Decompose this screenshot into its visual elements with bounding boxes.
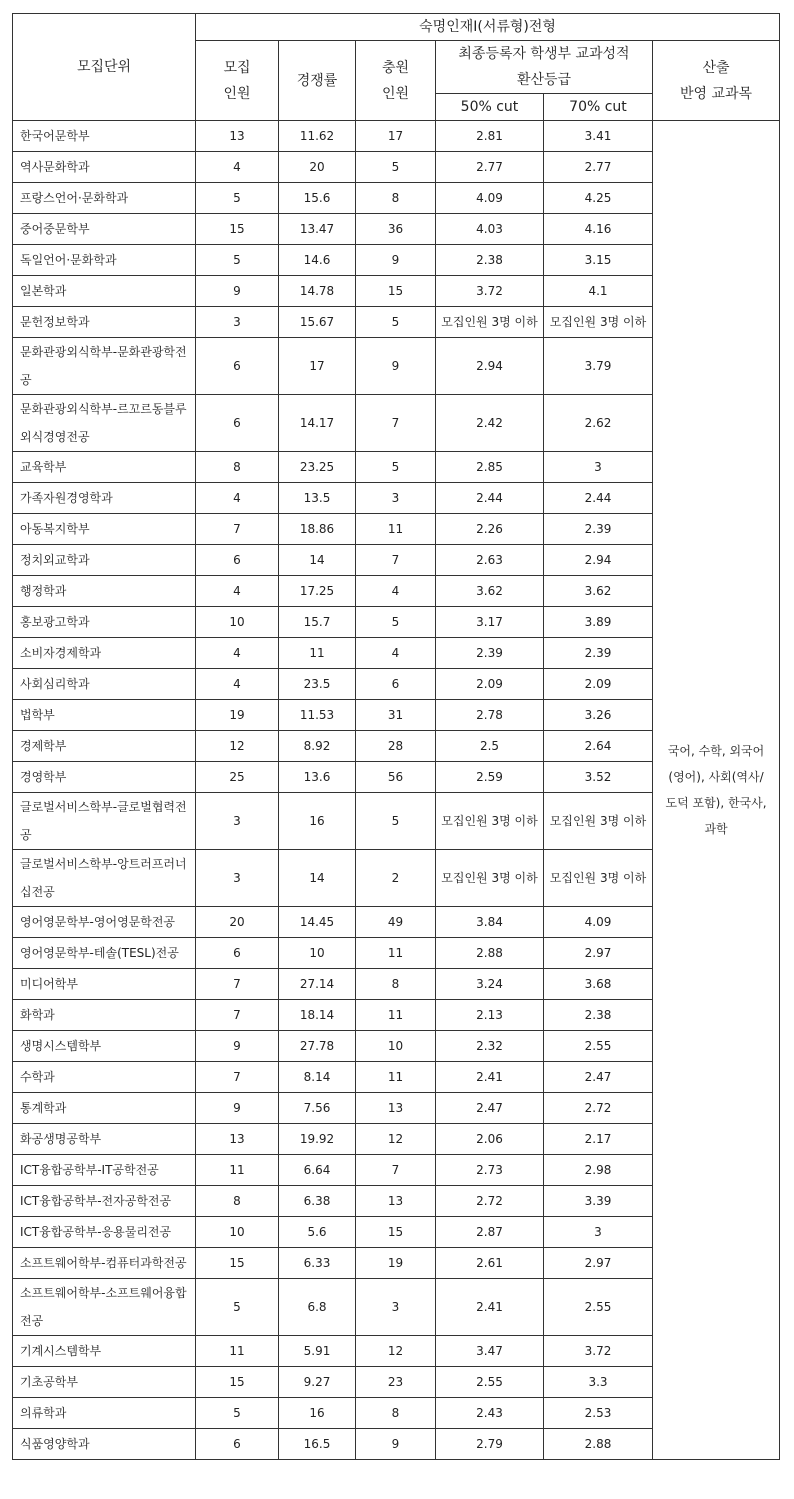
cut50-cell: 2.88 — [436, 938, 544, 969]
ratio-cell: 5.6 — [279, 1217, 356, 1248]
fill-cell: 13 — [356, 1093, 436, 1124]
cut50-cell: 2.85 — [436, 452, 544, 483]
fill-cell: 49 — [356, 907, 436, 938]
cut70-cell: 2.88 — [544, 1429, 653, 1460]
unit-cell: 기계시스템학부 — [13, 1336, 196, 1367]
header-recruit: 모집 인원 — [196, 41, 279, 121]
fill-cell: 11 — [356, 1000, 436, 1031]
recruit-cell: 11 — [196, 1336, 279, 1367]
unit-cell: 행정학과 — [13, 576, 196, 607]
fill-cell: 8 — [356, 1398, 436, 1429]
cut70-cell: 3.39 — [544, 1186, 653, 1217]
ratio-cell: 15.6 — [279, 183, 356, 214]
unit-cell: 식품영양학과 — [13, 1429, 196, 1460]
ratio-cell: 27.78 — [279, 1031, 356, 1062]
unit-cell: 화학과 — [13, 1000, 196, 1031]
ratio-cell: 11 — [279, 638, 356, 669]
fill-cell: 19 — [356, 1248, 436, 1279]
cut70-cell: 2.55 — [544, 1031, 653, 1062]
unit-cell: 글로벌서비스학부-앙트러프러너십전공 — [13, 850, 196, 907]
ratio-cell: 23.5 — [279, 669, 356, 700]
unit-cell: 문헌정보학과 — [13, 307, 196, 338]
cut70-cell: 2.38 — [544, 1000, 653, 1031]
recruit-cell: 3 — [196, 850, 279, 907]
ratio-cell: 11.62 — [279, 121, 356, 152]
ratio-cell: 20 — [279, 152, 356, 183]
recruit-cell: 11 — [196, 1155, 279, 1186]
header-ratio: 경쟁률 — [279, 41, 356, 121]
ratio-cell: 13.6 — [279, 762, 356, 793]
cut50-cell: 2.44 — [436, 483, 544, 514]
fill-cell: 8 — [356, 969, 436, 1000]
recruit-cell: 6 — [196, 1429, 279, 1460]
ratio-cell: 11.53 — [279, 700, 356, 731]
header-unit: 모집단위 — [13, 14, 196, 121]
unit-cell: 미디어학부 — [13, 969, 196, 1000]
ratio-cell: 17 — [279, 338, 356, 395]
cut70-cell: 모집인원 3명 이하 — [544, 793, 653, 850]
unit-cell: 교육학부 — [13, 452, 196, 483]
unit-cell: 문화관광외식학부-문화관광학전공 — [13, 338, 196, 395]
recruit-cell: 25 — [196, 762, 279, 793]
unit-cell: 기초공학부 — [13, 1367, 196, 1398]
fill-cell: 2 — [356, 850, 436, 907]
recruit-cell: 9 — [196, 1031, 279, 1062]
cut70-cell: 3 — [544, 1217, 653, 1248]
unit-cell: 생명시스템학부 — [13, 1031, 196, 1062]
ratio-cell: 7.56 — [279, 1093, 356, 1124]
ratio-cell: 17.25 — [279, 576, 356, 607]
cut70-cell: 2.39 — [544, 638, 653, 669]
unit-cell: 통계학과 — [13, 1093, 196, 1124]
recruit-cell: 15 — [196, 214, 279, 245]
recruit-cell: 5 — [196, 183, 279, 214]
fill-cell: 5 — [356, 607, 436, 638]
cut50-cell: 2.94 — [436, 338, 544, 395]
recruit-cell: 13 — [196, 121, 279, 152]
recruit-cell: 9 — [196, 276, 279, 307]
unit-cell: 역사문화학과 — [13, 152, 196, 183]
ratio-cell: 15.7 — [279, 607, 356, 638]
cut70-cell: 3.89 — [544, 607, 653, 638]
subjects-cell: 국어, 수학, 외국어(영어), 사회(역사/도덕 포함), 한국사, 과학 — [653, 121, 780, 1460]
cut70-cell: 4.25 — [544, 183, 653, 214]
cut70-cell: 2.17 — [544, 1124, 653, 1155]
fill-cell: 12 — [356, 1124, 436, 1155]
cut50-cell: 2.47 — [436, 1093, 544, 1124]
recruit-cell: 10 — [196, 1217, 279, 1248]
ratio-cell: 18.86 — [279, 514, 356, 545]
cut70-cell: 2.97 — [544, 1248, 653, 1279]
recruit-cell: 4 — [196, 669, 279, 700]
ratio-cell: 14.78 — [279, 276, 356, 307]
cut70-cell: 3.68 — [544, 969, 653, 1000]
cut70-cell: 모집인원 3명 이하 — [544, 307, 653, 338]
recruit-cell: 7 — [196, 1000, 279, 1031]
unit-cell: 홍보광고학과 — [13, 607, 196, 638]
cut50-cell: 2.73 — [436, 1155, 544, 1186]
cut70-cell: 3.62 — [544, 576, 653, 607]
ratio-cell: 16 — [279, 1398, 356, 1429]
recruit-cell: 4 — [196, 483, 279, 514]
cut50-cell: 2.55 — [436, 1367, 544, 1398]
unit-cell: ICT융합공학부-응용물리전공 — [13, 1217, 196, 1248]
cut50-cell: 2.78 — [436, 700, 544, 731]
recruit-cell: 8 — [196, 452, 279, 483]
cut50-cell: 2.39 — [436, 638, 544, 669]
cut70-cell: 2.94 — [544, 545, 653, 576]
header-cut70: 70% cut — [544, 94, 653, 121]
recruit-cell: 6 — [196, 395, 279, 452]
cut50-cell: 3.47 — [436, 1336, 544, 1367]
recruit-cell: 6 — [196, 545, 279, 576]
recruit-cell: 20 — [196, 907, 279, 938]
header-grade: 최종등록자 학생부 교과성적 환산등급 — [436, 41, 653, 94]
cut50-cell: 모집인원 3명 이하 — [436, 793, 544, 850]
cut50-cell: 2.77 — [436, 152, 544, 183]
cut50-cell: 2.09 — [436, 669, 544, 700]
unit-cell: 영어영문학부-테솔(TESL)전공 — [13, 938, 196, 969]
recruit-cell: 4 — [196, 576, 279, 607]
cut70-cell: 2.53 — [544, 1398, 653, 1429]
cut50-cell: 모집인원 3명 이하 — [436, 307, 544, 338]
cut70-cell: 4.09 — [544, 907, 653, 938]
fill-cell: 13 — [356, 1186, 436, 1217]
recruit-cell: 6 — [196, 938, 279, 969]
ratio-cell: 13.47 — [279, 214, 356, 245]
cut50-cell: 2.81 — [436, 121, 544, 152]
recruit-cell: 15 — [196, 1248, 279, 1279]
recruit-cell: 6 — [196, 338, 279, 395]
unit-cell: 문화관광외식학부-르꼬르동블루외식경영전공 — [13, 395, 196, 452]
fill-cell: 10 — [356, 1031, 436, 1062]
fill-cell: 36 — [356, 214, 436, 245]
cut70-cell: 2.47 — [544, 1062, 653, 1093]
cut50-cell: 2.38 — [436, 245, 544, 276]
fill-cell: 3 — [356, 483, 436, 514]
unit-cell: 프랑스언어·문화학과 — [13, 183, 196, 214]
cut70-cell: 2.55 — [544, 1279, 653, 1336]
ratio-cell: 14.45 — [279, 907, 356, 938]
ratio-cell: 6.33 — [279, 1248, 356, 1279]
cut70-cell: 2.62 — [544, 395, 653, 452]
ratio-cell: 19.92 — [279, 1124, 356, 1155]
cut70-cell: 2.39 — [544, 514, 653, 545]
cut70-cell: 3 — [544, 452, 653, 483]
ratio-cell: 9.27 — [279, 1367, 356, 1398]
recruit-cell: 7 — [196, 514, 279, 545]
cut50-cell: 2.59 — [436, 762, 544, 793]
cut50-cell: 2.26 — [436, 514, 544, 545]
unit-cell: 의류학과 — [13, 1398, 196, 1429]
recruit-cell: 4 — [196, 152, 279, 183]
fill-cell: 5 — [356, 452, 436, 483]
cut50-cell: 2.61 — [436, 1248, 544, 1279]
cut70-cell: 2.09 — [544, 669, 653, 700]
unit-cell: 글로벌서비스학부-글로벌협력전공 — [13, 793, 196, 850]
recruit-cell: 12 — [196, 731, 279, 762]
fill-cell: 17 — [356, 121, 436, 152]
cut70-cell: 2.97 — [544, 938, 653, 969]
ratio-cell: 6.64 — [279, 1155, 356, 1186]
unit-cell: 법학부 — [13, 700, 196, 731]
ratio-cell: 14 — [279, 850, 356, 907]
unit-cell: 한국어문학부 — [13, 121, 196, 152]
cut70-cell: 4.16 — [544, 214, 653, 245]
cut50-cell: 2.5 — [436, 731, 544, 762]
cut70-cell: 4.1 — [544, 276, 653, 307]
fill-cell: 11 — [356, 1062, 436, 1093]
cut50-cell: 2.79 — [436, 1429, 544, 1460]
admission-results-table — [12, 13, 780, 1460]
cut50-cell: 2.41 — [436, 1062, 544, 1093]
unit-cell: 가족자원경영학과 — [13, 483, 196, 514]
ratio-cell: 14.17 — [279, 395, 356, 452]
unit-cell: 소프트웨어학부-소프트웨어융합전공 — [13, 1279, 196, 1336]
fill-cell: 15 — [356, 276, 436, 307]
fill-cell: 5 — [356, 307, 436, 338]
cut50-cell: 3.72 — [436, 276, 544, 307]
cut50-cell: 2.43 — [436, 1398, 544, 1429]
fill-cell: 8 — [356, 183, 436, 214]
ratio-cell: 16.5 — [279, 1429, 356, 1460]
cut70-cell: 3.41 — [544, 121, 653, 152]
unit-cell: 중어중문학부 — [13, 214, 196, 245]
header-fill: 충원 인원 — [356, 41, 436, 121]
cut70-cell: 3.52 — [544, 762, 653, 793]
ratio-cell: 6.38 — [279, 1186, 356, 1217]
unit-cell: 소프트웨어학부-컴퓨터과학전공 — [13, 1248, 196, 1279]
cut70-cell: 2.44 — [544, 483, 653, 514]
fill-cell: 3 — [356, 1279, 436, 1336]
fill-cell: 7 — [356, 1155, 436, 1186]
cut70-cell: 2.72 — [544, 1093, 653, 1124]
unit-cell: ICT융합공학부-IT공학전공 — [13, 1155, 196, 1186]
ratio-cell: 14 — [279, 545, 356, 576]
unit-cell: 아동복지학부 — [13, 514, 196, 545]
unit-cell: 사회심리학과 — [13, 669, 196, 700]
header-cut50: 50% cut — [436, 94, 544, 121]
table-row — [13, 121, 780, 152]
unit-cell: ICT융합공학부-전자공학전공 — [13, 1186, 196, 1217]
cut50-cell: 2.72 — [436, 1186, 544, 1217]
fill-cell: 7 — [356, 545, 436, 576]
ratio-cell: 8.92 — [279, 731, 356, 762]
unit-cell: 영어영문학부-영어영문학전공 — [13, 907, 196, 938]
cut70-cell: 2.64 — [544, 731, 653, 762]
cut70-cell: 모집인원 3명 이하 — [544, 850, 653, 907]
cut70-cell: 2.77 — [544, 152, 653, 183]
ratio-cell: 27.14 — [279, 969, 356, 1000]
ratio-cell: 15.67 — [279, 307, 356, 338]
fill-cell: 56 — [356, 762, 436, 793]
recruit-cell: 5 — [196, 1398, 279, 1429]
fill-cell: 23 — [356, 1367, 436, 1398]
fill-cell: 11 — [356, 514, 436, 545]
fill-cell: 5 — [356, 152, 436, 183]
fill-cell: 5 — [356, 793, 436, 850]
unit-cell: 경영학부 — [13, 762, 196, 793]
fill-cell: 12 — [356, 1336, 436, 1367]
unit-cell: 수학과 — [13, 1062, 196, 1093]
recruit-cell: 8 — [196, 1186, 279, 1217]
recruit-cell: 4 — [196, 638, 279, 669]
cut70-cell: 3.26 — [544, 700, 653, 731]
ratio-cell: 18.14 — [279, 1000, 356, 1031]
recruit-cell: 19 — [196, 700, 279, 731]
fill-cell: 9 — [356, 1429, 436, 1460]
fill-cell: 31 — [356, 700, 436, 731]
cut50-cell: 2.63 — [436, 545, 544, 576]
ratio-cell: 16 — [279, 793, 356, 850]
unit-cell: 일본학과 — [13, 276, 196, 307]
cut50-cell: 4.03 — [436, 214, 544, 245]
fill-cell: 4 — [356, 576, 436, 607]
recruit-cell: 7 — [196, 1062, 279, 1093]
unit-cell: 독일언어·문화학과 — [13, 245, 196, 276]
header-subjects: 산출 반영 교과목 — [653, 41, 780, 121]
cut50-cell: 모집인원 3명 이하 — [436, 850, 544, 907]
fill-cell: 9 — [356, 338, 436, 395]
cut50-cell: 3.17 — [436, 607, 544, 638]
ratio-cell: 23.25 — [279, 452, 356, 483]
fill-cell: 9 — [356, 245, 436, 276]
recruit-cell: 3 — [196, 793, 279, 850]
cut50-cell: 3.84 — [436, 907, 544, 938]
unit-cell: 소비자경제학과 — [13, 638, 196, 669]
fill-cell: 6 — [356, 669, 436, 700]
recruit-cell: 9 — [196, 1093, 279, 1124]
cut70-cell: 3.3 — [544, 1367, 653, 1398]
cut50-cell: 2.32 — [436, 1031, 544, 1062]
recruit-cell: 3 — [196, 307, 279, 338]
cut70-cell: 2.98 — [544, 1155, 653, 1186]
fill-cell: 28 — [356, 731, 436, 762]
fill-cell: 7 — [356, 395, 436, 452]
cut50-cell: 3.62 — [436, 576, 544, 607]
ratio-cell: 5.91 — [279, 1336, 356, 1367]
fill-cell: 4 — [356, 638, 436, 669]
unit-cell: 화공생명공학부 — [13, 1124, 196, 1155]
cut70-cell: 3.72 — [544, 1336, 653, 1367]
unit-cell: 정치외교학과 — [13, 545, 196, 576]
unit-cell: 경제학부 — [13, 731, 196, 762]
recruit-cell: 7 — [196, 969, 279, 1000]
recruit-cell: 15 — [196, 1367, 279, 1398]
ratio-cell: 14.6 — [279, 245, 356, 276]
cut50-cell: 2.87 — [436, 1217, 544, 1248]
fill-cell: 11 — [356, 938, 436, 969]
cut50-cell: 2.13 — [436, 1000, 544, 1031]
ratio-cell: 8.14 — [279, 1062, 356, 1093]
fill-cell: 15 — [356, 1217, 436, 1248]
ratio-cell: 13.5 — [279, 483, 356, 514]
recruit-cell: 13 — [196, 1124, 279, 1155]
cut50-cell: 2.41 — [436, 1279, 544, 1336]
ratio-cell: 6.8 — [279, 1279, 356, 1336]
cut50-cell: 2.42 — [436, 395, 544, 452]
recruit-cell: 10 — [196, 607, 279, 638]
cut50-cell: 2.06 — [436, 1124, 544, 1155]
cut70-cell: 3.79 — [544, 338, 653, 395]
recruit-cell: 5 — [196, 245, 279, 276]
ratio-cell: 10 — [279, 938, 356, 969]
cut70-cell: 3.15 — [544, 245, 653, 276]
cut50-cell: 3.24 — [436, 969, 544, 1000]
cut50-cell: 4.09 — [436, 183, 544, 214]
header-group: 숙명인재I(서류형)전형 — [196, 14, 780, 41]
recruit-cell: 5 — [196, 1279, 279, 1336]
